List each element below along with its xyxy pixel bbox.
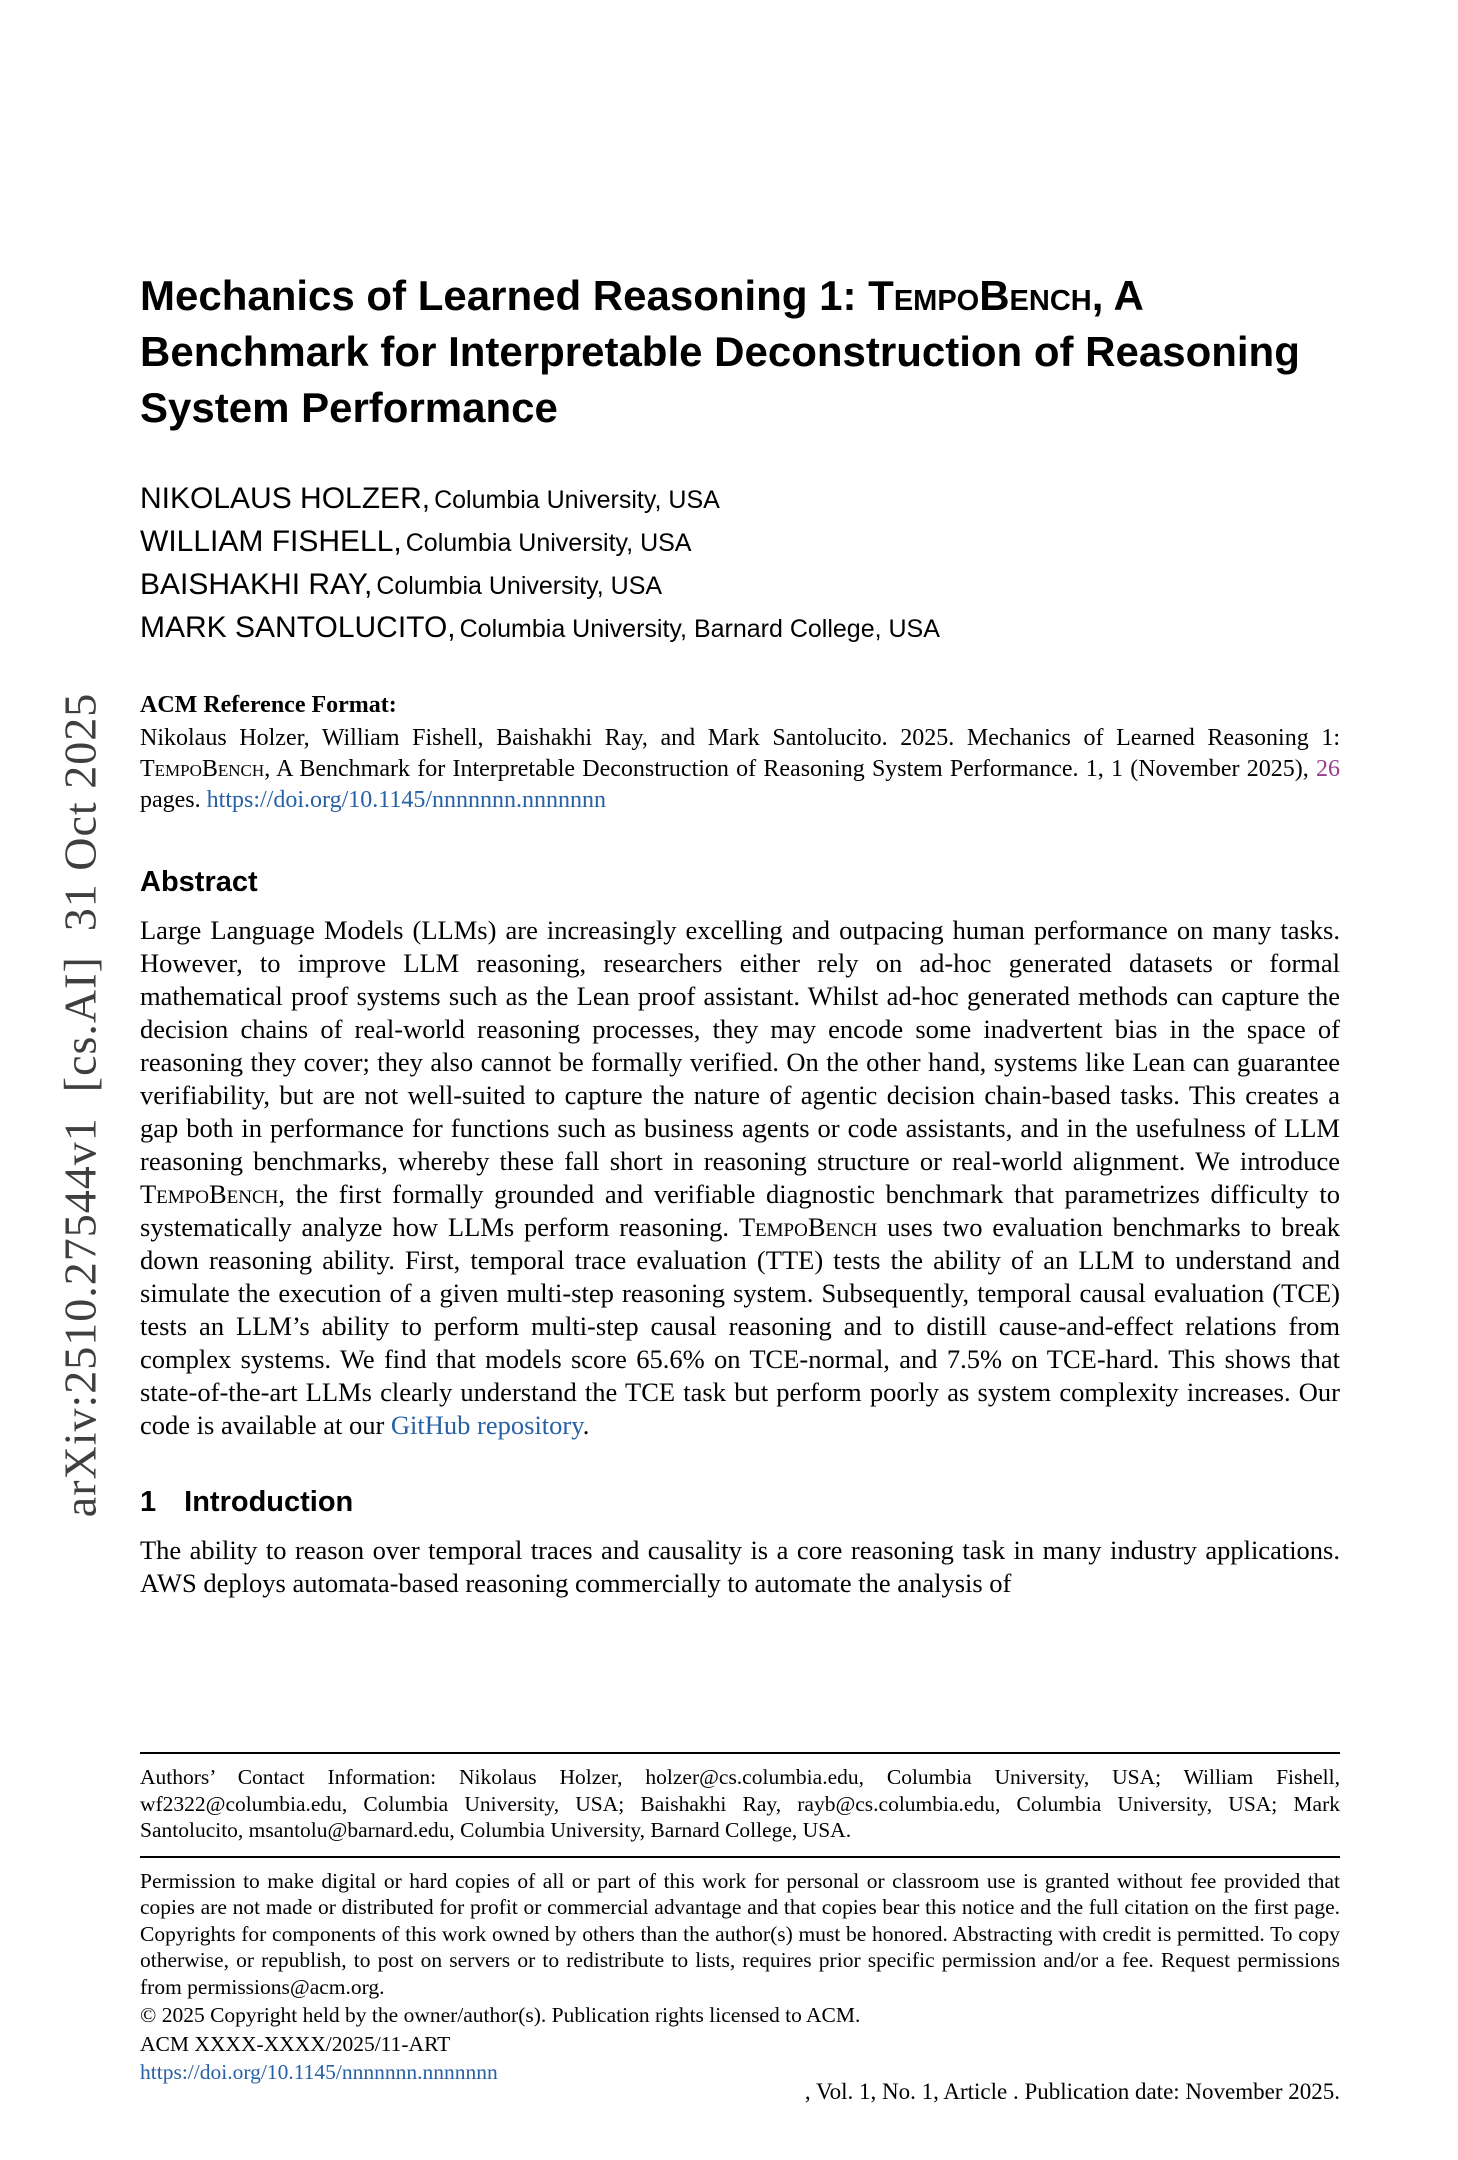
section-1-heading — [140, 1484, 1340, 1520]
acm-reference-pages-suffix: pages. — [140, 787, 207, 813]
doi-link[interactable]: https://doi.org/10.1145/nnnnnnn.nnnnnnn — [206, 787, 607, 813]
acm-reference-block — [140, 690, 1340, 816]
permission-footnote: Permission to make digital or hard copies of all or part of this work for personal or classroom use is granted without fee provided that copies are not made or distributed for profit or commercial advantage and that copies bear this notice and the full citation on the first page. Copyrights for components of this work owned by others than the author(s) must be honored. Abstracting with credit is permitted. To copy otherwise, or republish, to post on servers or to redistribute to lists, requires prior specific permission and/or a fee. Request permissions from permissions@acm.org. — [140, 1868, 1340, 1999]
footnote-block — [140, 1752, 1340, 2088]
author-row — [140, 523, 1340, 566]
github-repository-link[interactable]: GitHub repository — [390, 1410, 583, 1440]
author-name: WILLIAM FISHELL, — [140, 525, 402, 558]
abstract-part-4: . — [582, 1410, 590, 1440]
abstract-part-1: Large Language Models (LLMs) are increasingly excelling and outpacing human performance on many tasks. However, to improve LLM reasoning, researchers either rely on ad-hoc generated datasets or formal mathematical proof systems such as the Lean proof assistant. Whilst ad-hoc generated methods can capture the decision chains of real-world reasoning processes, they may encode some inadvertent bias in the space of reasoning they cover; they also cannot be formally verified. On the other hand, systems like Lean can guarantee verifiability, but are not well-suited to capture the nature of agentic decision chain-based tasks. This creates a gap both in performance for functions such as business agents or code assistants, and in the usefulness of LLM reasoning benchmarks, whereby these fall short in reasoning structure or real-world alignment. We introduce — [140, 915, 1340, 1176]
abstract-text — [140, 914, 1340, 1442]
author-name: BAISHAKHI RAY, — [140, 568, 373, 601]
acm-reference-smallcaps-tempobench: TempoBench — [140, 756, 265, 782]
acm-issn-line: ACM XXXX-XXXX/2025/11-ART — [140, 2031, 451, 2056]
abstract-smallcaps-tempobench-2: TempoBench — [738, 1212, 878, 1242]
author-name: NIKOLAUS HOLZER, — [140, 482, 431, 515]
section-title: Introduction — [184, 1486, 354, 1518]
contact-info-footnote: Authors’ Contact Information: Nikolaus Holzer, holzer@cs.columbia.edu, Columbia University, USA; William Fishell, wf2322@columbia.edu, Columbia University, USA; Baishakhi Ray, rayb@cs.columbia.edu, Columbia University, USA; Mark Santolucito, msantolu@barnard.edu, Columbia University, Barnard College, USA. — [140, 1765, 1340, 1842]
introduction-paragraph: The ability to reason over temporal traces and causality is a core reasoning task in many industry applications. AWS deploys automata-based reasoning commercially to automate the analysis of — [140, 1535, 1340, 1598]
permission-rule — [140, 1856, 1340, 1858]
pages-count-link[interactable]: 26 — [1316, 756, 1340, 782]
footnote-doi-link[interactable]: https://doi.org/10.1145/nnnnnnn.nnnnnnn — [140, 2060, 498, 2084]
introduction-section — [140, 1484, 1340, 1600]
arxiv-watermark: arXiv:2510.27544v1 [cs.AI] 31 Oct 2025 — [54, 692, 106, 1518]
copyright-line: © 2025 Copyright held by the owner/author(s). Publication rights licensed to ACM. — [140, 2003, 861, 2027]
author-row — [140, 480, 1340, 523]
author-block — [140, 480, 1340, 652]
section-number: 1 — [140, 1486, 157, 1518]
acm-reference-text-start: Nikolaus Holzer, William Fishell, Baishakhi Ray, and Mark Santolucito. 2025. Mechanics of Learned Reasoning 1: — [140, 725, 1340, 751]
journal-footer: , Vol. 1, No. 1, Article . Publication date: November 2025. — [804, 2079, 1340, 2104]
abstract-smallcaps-tempobench-1: TempoBench — [140, 1179, 279, 1209]
title-prefix: Mechanics of Learned Reasoning 1: — [140, 272, 869, 319]
footnote-rule — [140, 1752, 1340, 1754]
title-smallcaps-tempobench: TempoBench — [868, 272, 1092, 319]
title-suffix: , A Benchmark for Interpretable Deconstruction of Reasoning System Performance — [140, 272, 1300, 431]
acm-reference-text-mid: , A Benchmark for Interpretable Deconstruction of Reasoning System Performance. 1, 1 (November 2025), — [264, 756, 1316, 782]
author-row — [140, 566, 1340, 609]
abstract-heading: Abstract — [140, 866, 258, 898]
author-affiliation: Columbia University, USA — [376, 572, 663, 600]
acm-reference-heading: ACM Reference Format: — [140, 692, 397, 718]
abstract-part-3: uses two evaluation benchmarks to break down reasoning ability. First, temporal trace evaluation (TTE) tests the ability of an LLM to understand and simulate the execution of a given multi-step reasoning system. Subsequently, temporal causal evaluation (TCE) tests an LLM’s ability to perform multi-step causal reasoning and to distill cause-and-effect relations from complex systems. We find that models score 65.6% on TCE-normal, and 7.5% on TCE-hard. This shows that state-of-the-art LLMs clearly understand the TCE task but perform poorly as system complexity increases. Our code is available at our — [140, 1212, 1340, 1440]
author-name: MARK SANTOLUCITO, — [140, 611, 456, 644]
author-affiliation: Columbia University, Barnard College, USA — [459, 615, 940, 643]
abstract-section — [140, 864, 1340, 1442]
author-affiliation: Columbia University, USA — [434, 486, 720, 514]
paper-title — [140, 268, 1340, 436]
author-row — [140, 609, 1340, 652]
author-affiliation: Columbia University, USA — [405, 529, 692, 557]
paper-content — [140, 268, 1340, 1600]
abstract-part-2: , the first formally grounded and verifiable diagnostic benchmark that parametrizes difficulty to systematically analyze how LLMs perform reasoning. — [140, 1179, 1340, 1242]
acm-reference-text — [140, 723, 1340, 816]
